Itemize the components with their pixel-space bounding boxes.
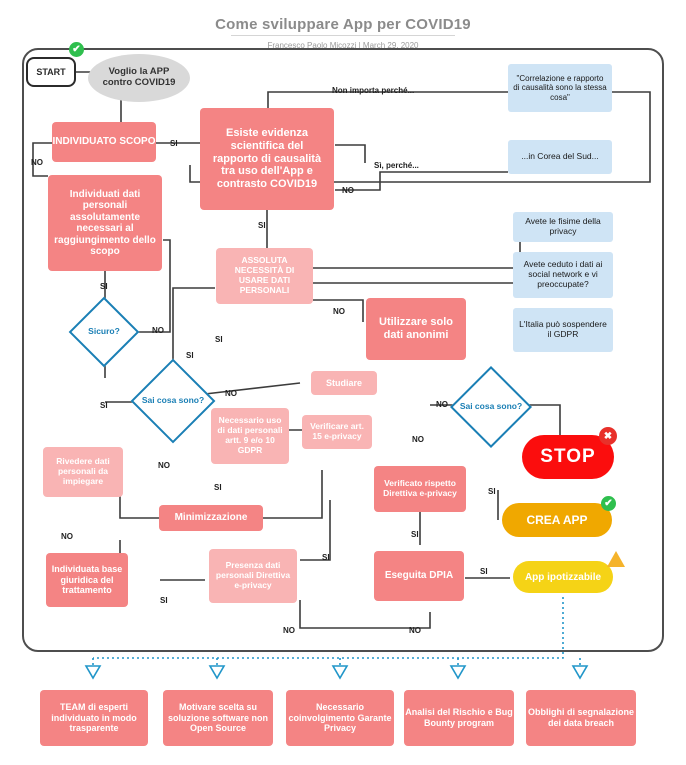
edge-label-no-6: NO: [436, 400, 448, 409]
stop-close-icon: ✖: [599, 427, 617, 445]
edge-label-si-7: SI: [488, 487, 496, 496]
node-base-giuridica-label: Individuata base giuridica del trattamento: [51, 564, 123, 596]
title-divider: [231, 35, 455, 36]
note-corea: [508, 140, 612, 174]
edge-label-non-importa: Non importa perché...: [332, 86, 415, 95]
node-assoluta-necessita[interactable]: [216, 248, 313, 304]
bottom-box-garante[interactable]: [286, 690, 394, 746]
bottom-box-team[interactable]: [40, 690, 148, 746]
decision-sicuro[interactable]: [70, 320, 138, 344]
edge-label-si-8: SI: [214, 483, 222, 492]
bottom-box-open-source-label: Motivare scelta su soluzione software non Open Source: [167, 701, 268, 734]
edge-label-no-11: NO: [409, 626, 421, 635]
edge-label-no-4: NO: [225, 389, 237, 398]
bottom-box-rischio[interactable]: [404, 690, 514, 746]
bottom-box-rischio-label: Analisi del Rischio e Bug Bounty program: [405, 707, 513, 728]
edge-label-si-6: SI: [186, 351, 194, 360]
node-app-ipotizzabile[interactable]: [513, 561, 613, 593]
page-title: Come sviluppare App per COVID19: [215, 16, 471, 33]
node-evidenza-label: Esiste evidenza scientifica del rapporto di causalità tra uso dell'App e contrasto COVID19: [212, 127, 322, 190]
node-studiare-label: Studiare: [325, 377, 362, 388]
edge-label-si-3: SI: [100, 282, 108, 291]
node-start-label: START: [36, 66, 66, 77]
bottom-box-data-breach[interactable]: [526, 690, 636, 746]
edge-label-si-2: SI: [258, 221, 266, 230]
node-minimizzazione-label: Minimizzazione: [174, 512, 248, 524]
edge-label-no-3: NO: [152, 326, 164, 335]
edge-label-si-perche: Sì, perché...: [374, 161, 419, 170]
note-fisime: [513, 212, 613, 242]
edge-label-no-7: NO: [412, 435, 424, 444]
bottom-box-garante-label: Necessario coinvolgimento Garante Privacy: [288, 701, 392, 734]
node-app-ipotizzabile-label: App ipotizzabile: [524, 571, 602, 583]
edge-label-si-1: SI: [170, 139, 178, 148]
decision-sai-cosa-sono-1-label: Sai cosa sono?: [141, 395, 205, 406]
decision-sai-cosa-sono-1[interactable]: [136, 389, 210, 413]
edge-label-si-10: SI: [322, 553, 330, 562]
node-crea-app-label: CREA APP: [526, 513, 588, 527]
edge-label-no-10: NO: [283, 626, 295, 635]
edge-label-si-11: SI: [411, 530, 419, 539]
node-presenza-dati-label: Presenza dati personali Direttiva e-privacy: [215, 560, 291, 590]
edge-label-si-4: SI: [100, 401, 108, 410]
edge-label-si-12: SI: [480, 567, 488, 576]
bottom-box-data-breach-label: Obblighi di segnalazione dei data breach: [527, 707, 634, 728]
edge-label-no-9: NO: [61, 532, 73, 541]
node-intent[interactable]: [88, 54, 190, 102]
note-correlazione: [508, 64, 612, 112]
decision-sicuro-label: Sicuro?: [88, 326, 120, 337]
node-dati-anonimi-label: Utilizzare solo dati anonimi: [379, 316, 453, 341]
node-dati-anonimi[interactable]: [366, 298, 466, 360]
warning-icon: [607, 551, 625, 567]
node-evidenza[interactable]: [200, 108, 334, 210]
node-scopo-label: INDIVIDUATO SCOPO: [52, 136, 156, 148]
node-necessario-uso[interactable]: [211, 408, 289, 464]
edge-label-no-1: NO: [31, 158, 43, 167]
note-fisime-label: Avete le fisime della privacy: [525, 216, 601, 236]
edge-label-si-9: SI: [160, 596, 168, 605]
bottom-box-open-source[interactable]: [163, 690, 273, 746]
node-rivedere-dati[interactable]: [43, 447, 123, 497]
node-verificato-rispetto-label: Verificato rispetto Direttiva e-privacy: [383, 478, 457, 498]
bottom-box-team-label: TEAM di esperti individuato in modo trasparente: [51, 701, 137, 734]
edge-label-no-8: NO: [158, 461, 170, 470]
decision-sai-cosa-sono-2-label: Sai cosa sono?: [459, 401, 523, 412]
note-social-label: Avete ceduto i dati ai social network e vi preoccupate?: [523, 259, 603, 289]
node-base-giuridica[interactable]: [46, 553, 128, 607]
node-crea-app[interactable]: [502, 503, 612, 537]
note-correlazione-label: "Correlazione e rapporto di causalità sono la stessa cosa": [513, 74, 607, 102]
node-scopo[interactable]: [52, 122, 156, 162]
node-stop-label: STOP: [540, 446, 596, 467]
node-dati-necessari-label: Individuati dati personali assolutamente necessari al raggiungimento dello scopo: [54, 188, 156, 257]
note-corea-label: ...in Corea del Sud...: [521, 151, 599, 162]
node-intent-label: Voglio la APP contro COVID19: [102, 66, 176, 88]
crea-app-check-icon: ✔: [601, 496, 616, 511]
node-dati-necessari[interactable]: [48, 175, 162, 271]
node-studiare[interactable]: [311, 371, 377, 395]
node-verificato-rispetto[interactable]: [374, 466, 466, 512]
node-minimizzazione[interactable]: [159, 505, 263, 531]
page-subtitle: Francesco Paolo Micozzi | March 29, 2020: [267, 41, 419, 50]
node-eseguita-dpia[interactable]: [374, 551, 464, 601]
edge-label-no-5: NO: [333, 307, 345, 316]
note-gdpr-sospendere-label: L'Italia può sospendere il GDPR: [519, 319, 607, 339]
node-necessario-uso-label: Necessario uso di dati personali artt. 9 e/o 10 GDPR: [217, 415, 283, 455]
note-social: [513, 252, 613, 298]
node-presenza-dati[interactable]: [209, 549, 297, 603]
decision-sai-cosa-sono-2[interactable]: [455, 395, 527, 419]
edge-label-si-5: SI: [215, 335, 223, 344]
node-assoluta-necessita-label: ASSOLUTA NECESSITÀ DI USARE DATI PERSONALI: [234, 255, 295, 295]
note-gdpr-sospendere: [513, 308, 613, 352]
node-eseguita-dpia-label: Eseguita DPIA: [384, 570, 454, 582]
edge-label-no-2: NO: [342, 186, 354, 195]
node-start[interactable]: [26, 57, 76, 87]
node-verificare-art15[interactable]: [302, 415, 372, 449]
start-check-icon: ✔: [69, 42, 84, 57]
node-verificare-art15-label: Verificare art. 15 e-privacy: [310, 421, 364, 441]
node-rivedere-dati-label: Rivedere dati personali da impiegare: [56, 456, 110, 486]
